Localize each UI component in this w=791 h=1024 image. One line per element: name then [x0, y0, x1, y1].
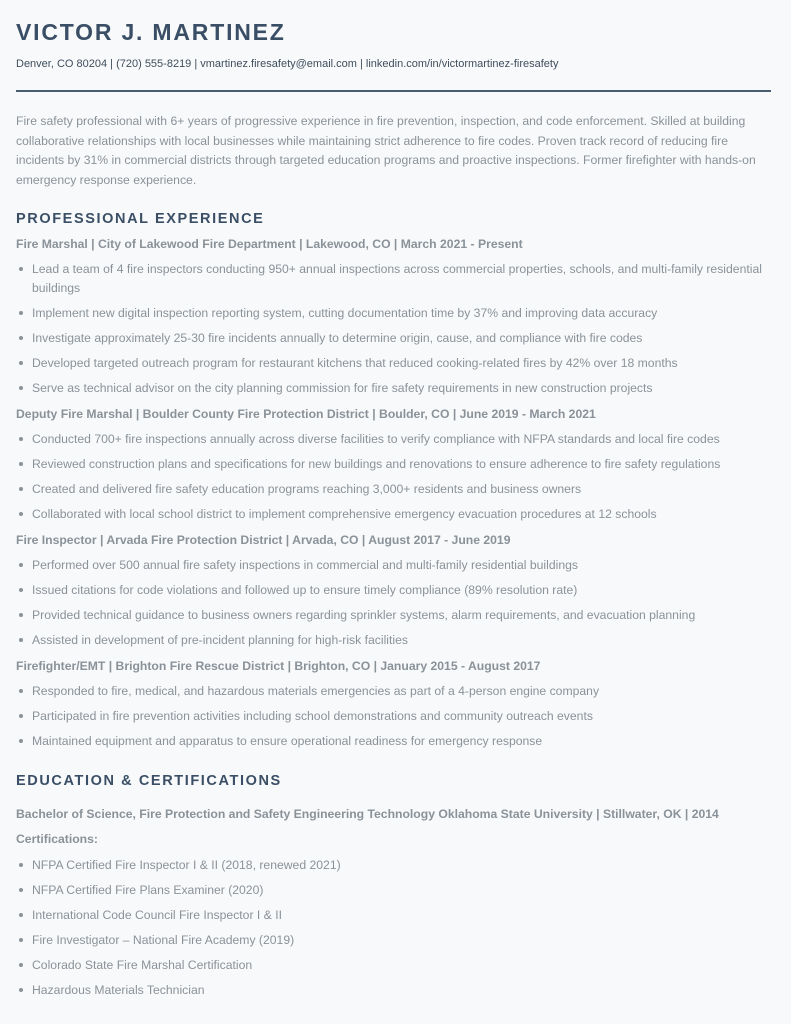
- job-heading: Deputy Fire Marshal | Boulder County Fire Protection District | Boulder, CO | June 2019 - March 2021: [16, 407, 596, 421]
- list-item: Investigate approximately 25-30 fire incidents annually to determine origin, cause, and compliance with fire codes: [16, 329, 771, 348]
- job-bullets: [16, 682, 771, 751]
- list-item: Fire Investigator – National Fire Academy (2019): [16, 931, 771, 950]
- certifications-heading: Certifications:: [16, 832, 98, 846]
- job-entry: [16, 658, 771, 751]
- list-item: Implement new digital inspection reporting system, cutting documentation time by 37% and improving data accuracy: [16, 304, 771, 323]
- job-heading: Fire Marshal | City of Lakewood Fire Department | Lakewood, CO | March 2021 - Present: [16, 237, 523, 251]
- list-item: Conducted 700+ fire inspections annually across diverse facilities to verify compliance with NFPA standards and local fire codes: [16, 430, 771, 449]
- job-bullets: [16, 556, 771, 650]
- section-title-education: EDUCATION & CERTIFICATIONS: [16, 773, 282, 789]
- list-item: Reviewed construction plans and specifications for new buildings and renovations to ensure adherence to fire safety regulations: [16, 455, 771, 474]
- list-item: Maintained equipment and apparatus to ensure operational readiness for emergency response: [16, 732, 771, 751]
- section-title-experience: PROFESSIONAL EXPERIENCE: [16, 211, 265, 227]
- job-entry: [16, 236, 771, 398]
- education-section: [16, 772, 771, 1000]
- job-entry: [16, 406, 771, 524]
- list-item: NFPA Certified Fire Plans Examiner (2020): [16, 881, 771, 900]
- list-item: Collaborated with local school district to implement comprehensive emergency evacuation procedures at 12 schools: [16, 505, 771, 524]
- degree-line: Bachelor of Science, Fire Protection and Safety Engineering Technology Oklahoma State University | Stillwater, OK | 2014: [16, 807, 719, 821]
- job-heading: Fire Inspector | Arvada Fire Protection District | Arvada, CO | August 2017 - June 2019: [16, 533, 511, 547]
- list-item: Serve as technical advisor on the city planning commission for fire safety requirements in new construction projects: [16, 379, 771, 398]
- contact-info: Denver, CO 80204 | (720) 555-8219 | vmartinez.firesafety@email.com | linkedin.com/in/victormartinez-firesafety: [16, 58, 559, 70]
- job-bullets: [16, 430, 771, 524]
- list-item: Hazardous Materials Technician: [16, 981, 771, 1000]
- list-item: Responded to fire, medical, and hazardous materials emergencies as part of a 4-person engine company: [16, 682, 771, 701]
- list-item: Assisted in development of pre-incident planning for high-risk facilities: [16, 631, 771, 650]
- candidate-name: VICTOR J. MARTINEZ: [16, 19, 286, 45]
- list-item: NFPA Certified Fire Inspector I & II (2018, renewed 2021): [16, 856, 771, 875]
- list-item: Created and delivered fire safety education programs reaching 3,000+ residents and business owners: [16, 480, 771, 499]
- list-item: Issued citations for code violations and followed up to ensure timely compliance (89% resolution rate): [16, 581, 771, 600]
- header-divider: [16, 90, 771, 92]
- list-item: Lead a team of 4 fire inspectors conducting 950+ annual inspections across commercial properties, schools, and multi-family residential buildings: [16, 260, 771, 298]
- list-item: Developed targeted outreach program for restaurant kitchens that reduced cooking-related fires by 42% over 18 months: [16, 354, 771, 373]
- list-item: International Code Council Fire Inspector I & II: [16, 906, 771, 925]
- job-entry: [16, 532, 771, 650]
- experience-section: [16, 210, 771, 751]
- job-bullets: [16, 260, 771, 398]
- list-item: Colorado State Fire Marshal Certification: [16, 956, 771, 975]
- job-heading: Firefighter/EMT | Brighton Fire Rescue District | Brighton, CO | January 2015 - August 2017: [16, 659, 541, 673]
- list-item: Provided technical guidance to business owners regarding sprinkler systems, alarm requirements, and evacuation planning: [16, 606, 771, 625]
- professional-summary: Fire safety professional with 6+ years of progressive experience in fire prevention, inspection, and code enforcement. Skilled at building collaborative relationships with local businesses while maintaining strict adherence to fire codes. Proven track record of reducing fire incidents by 31% in commercial districts through targeted education programs and proactive inspections. Former firefighter with hands-on emergency response experience.: [16, 114, 756, 187]
- list-item: Participated in fire prevention activities including school demonstrations and community outreach events: [16, 707, 771, 726]
- certifications-list: [16, 856, 771, 1000]
- list-item: Performed over 500 annual fire safety inspections in commercial and multi-family residential buildings: [16, 556, 771, 575]
